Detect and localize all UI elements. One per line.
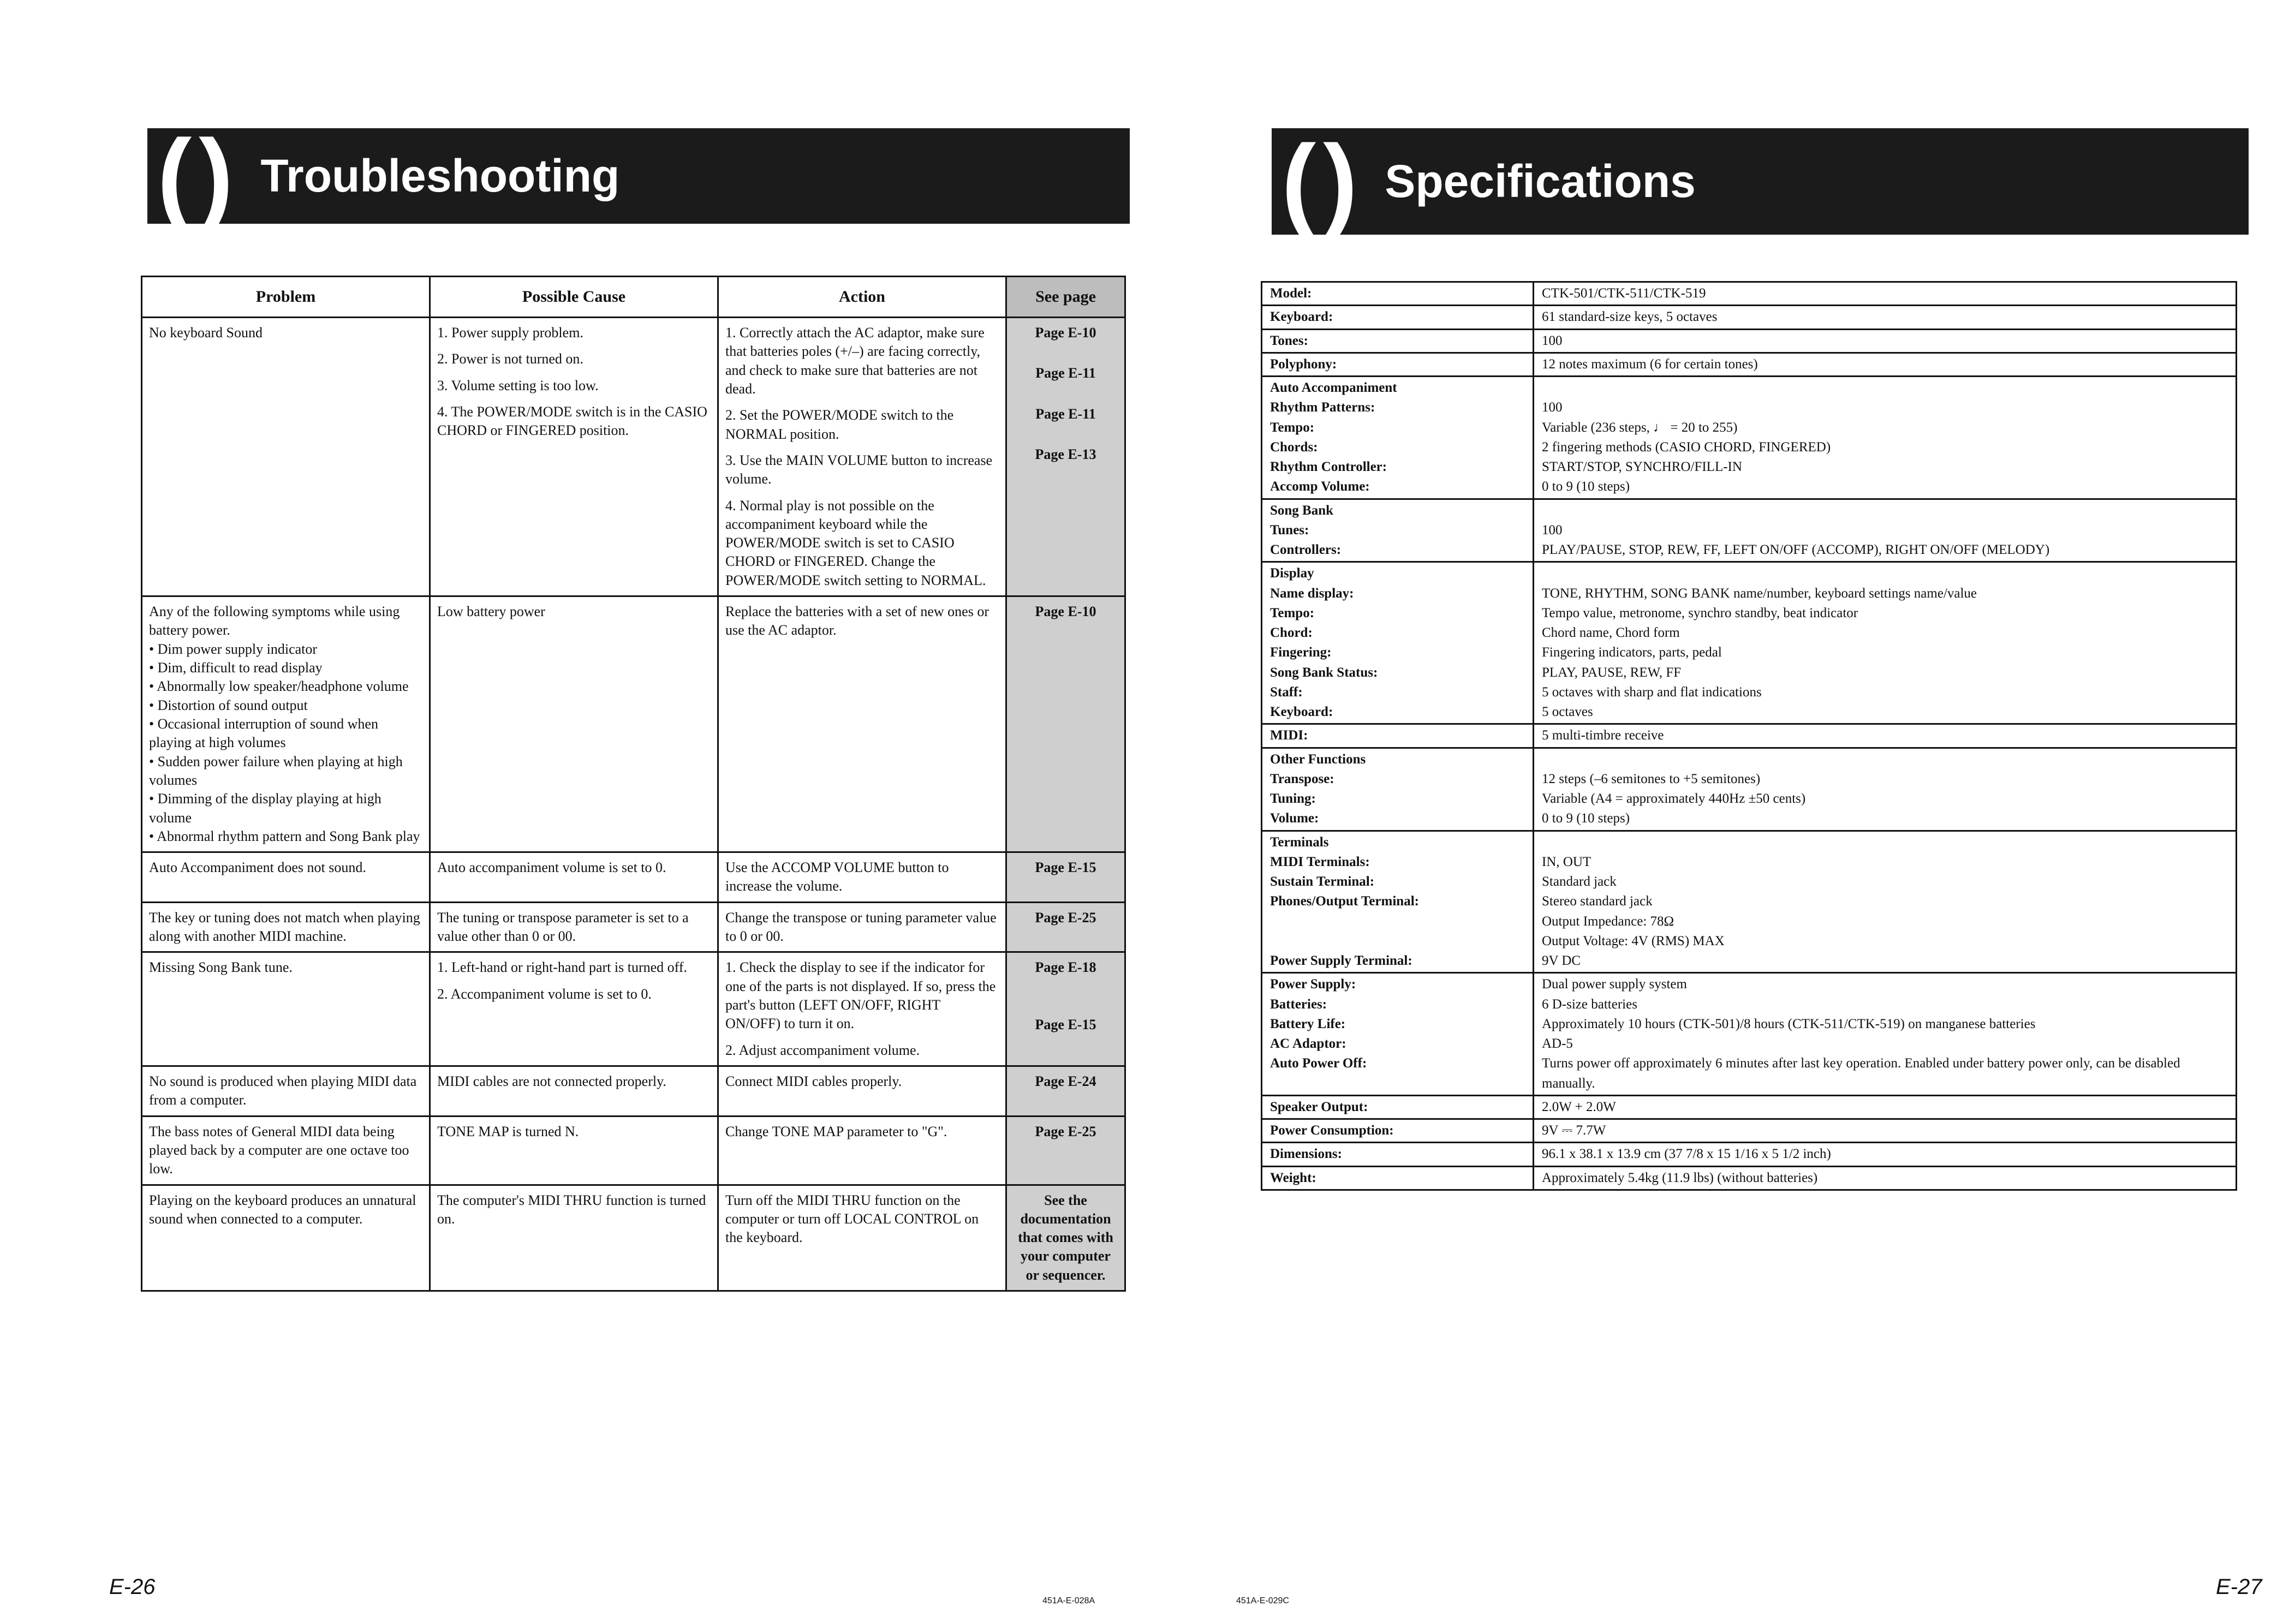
spec-value: 2.0W + 2.0W [1534,1095,2237,1119]
page-reference: Page E-10 [1035,604,1096,620]
table-row [142,1116,1125,1185]
cause-cell [430,1185,718,1291]
action-item: 3. Use the MAIN VOLUME button to increase volume. [725,452,993,487]
see-page-cell [1006,902,1125,952]
page-reference: Page E-24 [1035,1073,1096,1089]
problem-cell: The bass notes of General MIDI data being played back by a computer are one octave too low. [142,1116,430,1185]
cause-item: 1. Power supply problem. [437,325,583,341]
cause-cell [430,852,718,903]
troubleshooting-table [141,276,1126,1292]
see-page-cell [1006,1116,1125,1185]
spec-row [1262,1095,2237,1119]
cause-item: 2. Power is not turned on. [437,351,583,367]
page-reference: Page E-15 [1035,1016,1096,1032]
problem-cell: Auto Accompaniment does not sound. [142,852,430,903]
cause-cell [430,596,718,852]
spec-row [1262,562,2237,724]
spec-value: 61 standard-size keys, 5 octaves [1534,306,2237,329]
cause-item: 1. Left-hand or right-hand part is turned off. [437,959,687,976]
see-page-cell [1006,852,1125,903]
action-item: Connect MIDI cables properly. [725,1073,902,1089]
spec-value: 5 multi-timbre receive [1534,724,2237,748]
action-cell [718,596,1006,852]
spec-label: MIDI: [1262,724,1534,748]
column-header: Action [718,277,1006,318]
table-row [142,1066,1125,1116]
specifications-banner [1272,123,2249,240]
spec-value: 96.1 x 38.1 x 13.9 cm (37 7/8 x 15 1/16 x 5 1/2 inch) [1534,1143,2237,1166]
table-row [142,1185,1125,1291]
spec-label: Tones: [1262,329,1534,353]
problem-cell: The key or tuning does not match when playing along with another MIDI machine. [142,902,430,952]
document-code: 451A-E-029C [1236,1596,1289,1605]
spec-value: TONE, RHYTHM, SONG BANK name/number, keyboard settings name/value Tempo value, metronome, synchro standby, beat indicator Chord name, Chord form Fingering indicators, parts, pedal PLAY, PAUSE, REW, FF 5 octaves with sharp and flat indications 5 octaves [1534,562,2237,724]
see-page-cell [1006,1185,1125,1291]
spec-label: Other Functions Transpose: Tuning: Volume: [1262,748,1534,831]
spec-value: 12 notes maximum (6 for certain tones) [1534,353,2237,376]
cause-cell [430,318,718,596]
spec-label: Model: [1262,282,1534,306]
spec-row [1262,1119,2237,1143]
action-cell [718,952,1006,1066]
table-row [142,902,1125,952]
problem-cell: Missing Song Bank tune. [142,952,430,1066]
action-cell [718,852,1006,903]
action-item: 1. Correctly attach the AC adaptor, make sure that batteries poles (+/–) are facing correctly, and check to make sure that batteries are not dead. [725,325,985,397]
troubleshooting-banner [147,118,1130,234]
spec-row [1262,1166,2237,1190]
problem-cell: No keyboard Sound [142,318,430,596]
page-number: E-27 [2216,1575,2262,1599]
spec-label: Keyboard: [1262,306,1534,329]
spec-label: Display Name display: Tempo: Chord: Fingering: Song Bank Status: Staff: Keyboard: [1262,562,1534,724]
cause-item: Low battery power [437,604,545,620]
page-reference: Page E-10 [1035,325,1096,341]
problem-cell: Any of the following symptoms while using battery power. • Dim power supply indicator • Dim, difficult to read display • Abnormally low speaker/headphone volume • Distortion of sound output • Occasional interruption of sound when playing at high volumes • Sudden power failure when playing at high volumes • Dimming of the display playing at high volume • Abnormal rhythm pattern and Song Bank play [142,596,430,852]
spec-value: 100 PLAY/PAUSE, STOP, REW, FF, LEFT ON/OFF (ACCOMP), RIGHT ON/OFF (MELODY) [1534,499,2237,562]
spec-row [1262,973,2237,1096]
cause-item: The tuning or transpose parameter is set to a value other than 0 or 00. [437,909,689,945]
spec-row [1262,831,2237,973]
spec-row [1262,329,2237,353]
spec-label: Weight: [1262,1166,1534,1190]
action-cell [718,1116,1006,1185]
cause-item: 2. Accompaniment volume is set to 0. [437,986,652,1002]
spec-row [1262,724,2237,748]
spec-value: 9V ⎓ 7.7W [1534,1119,2237,1143]
cause-cell [430,902,718,952]
spec-value: 100 [1534,329,2237,353]
spec-row [1262,306,2237,329]
table-row [142,596,1125,852]
action-cell [718,1185,1006,1291]
table-row [142,318,1125,596]
page-number: E-26 [109,1575,156,1599]
spec-label: Auto Accompaniment Rhythm Patterns: Tempo: Chords: Rhythm Controller: Accomp Volume: [1262,377,1534,499]
spec-label: Dimensions: [1262,1143,1534,1166]
page-reference: Page E-13 [1035,446,1096,462]
action-item: Change TONE MAP parameter to "G". [725,1123,947,1139]
problem-cell: No sound is produced when playing MIDI data from a computer. [142,1066,430,1116]
cause-item: MIDI cables are not connected properly. [437,1073,666,1089]
cause-item: Auto accompaniment volume is set to 0. [437,859,666,876]
specifications-table [1261,281,2237,1191]
action-item: Change the transpose or tuning parameter value to 0 or 00. [725,909,997,945]
spec-row [1262,499,2237,562]
table-header-row [142,277,1125,318]
cause-item: The computer's MIDI THRU function is turned on. [437,1192,706,1227]
spec-label: Speaker Output: [1262,1095,1534,1119]
page-title: Troubleshooting [260,150,620,201]
page-reference: Page E-25 [1035,909,1096,926]
column-header: Possible Cause [430,277,718,318]
page-reference: Page E-18 [1035,959,1096,976]
see-page-cell [1006,1066,1125,1116]
page-reference: Page E-11 [1035,365,1096,381]
action-cell [718,902,1006,952]
see-page-cell [1006,596,1125,852]
action-item: Replace the batteries with a set of new ones or use the AC adaptor. [725,604,989,638]
column-header: See page [1006,277,1125,318]
spec-value: 12 steps (–6 semitones to +5 semitones) Variable (A4 = approximately 440Hz ±50 cents) 0 to 9 (10 steps) [1534,748,2237,831]
spec-row [1262,377,2237,499]
spec-value: IN, OUT Standard jack Stereo standard jack Output Impedance: 78Ω Output Voltage: 4V (RMS) MAX 9V DC [1534,831,2237,973]
page-reference: See the documentation that comes with your computer or sequencer. [1018,1192,1113,1283]
bracket-icon: ( ) [1281,123,1347,240]
action-item: Turn off the MIDI THRU function on the computer or turn off LOCAL CONTROL on the keyboard. [725,1192,979,1246]
document-code: 451A-E-028A [1042,1596,1095,1605]
action-item: 2. Set the POWER/MODE switch to the NORMAL position. [725,407,954,442]
action-cell [718,1066,1006,1116]
spec-value: 100 Variable (236 steps, ♩ = 20 to 255) 2 fingering methods (CASIO CHORD, FINGERED) START/STOP, SYNCHRO/FILL-IN 0 to 9 (10 steps) [1534,377,2237,499]
spec-label: Power Consumption: [1262,1119,1534,1143]
spec-value: Approximately 5.4kg (11.9 lbs) (without batteries) [1534,1166,2237,1190]
cause-item: 3. Volume setting is too low. [437,377,599,393]
cause-cell [430,1066,718,1116]
spec-value: CTK-501/CTK-511/CTK-519 [1534,282,2237,306]
action-item: 2. Adjust accompaniment volume. [725,1042,920,1058]
cause-item: 4. The POWER/MODE switch is in the CASIO CHORD or FINGERED position. [437,403,707,439]
action-item: 1. Check the display to see if the indicator for one of the parts is not displayed. If so, press the part's button (LEFT ON/OFF, RIGHT ON/OFF) to turn it on. [725,959,996,1032]
page-title: Specifications [1385,156,1696,207]
table-row [142,852,1125,903]
column-header: Problem [142,277,430,318]
spec-value: Dual power supply system 6 D-size batteries Approximately 10 hours (CTK-501)/8 hours (CTK-511/CTK-519) on manganese batteries AD-5 Turns power off approximately 6 minutes after last key operation. Enabled under battery power only, can be disabled manually. [1534,973,2237,1096]
problem-cell: Playing on the keyboard produces an unnatural sound when connected to a computer. [142,1185,430,1291]
see-page-cell [1006,952,1125,1066]
cause-cell [430,952,718,1066]
spec-row [1262,1143,2237,1166]
page-reference: Page E-11 [1035,405,1096,422]
page-reference: Page E-15 [1035,859,1096,876]
page-reference: Page E-25 [1035,1123,1096,1139]
spec-row [1262,282,2237,306]
spec-row [1262,353,2237,376]
spec-label: Terminals MIDI Terminals: Sustain Terminal: Phones/Output Terminal: Power Supply Terminal: [1262,831,1534,973]
spec-label: Song Bank Tunes: Controllers: [1262,499,1534,562]
spec-label: Polyphony: [1262,353,1534,376]
cause-item: TONE MAP is turned N. [437,1123,579,1139]
see-page-cell [1006,318,1125,596]
spec-row [1262,748,2237,831]
action-cell [718,318,1006,596]
table-row [142,952,1125,1066]
action-item: 4. Normal play is not possible on the accompaniment keyboard while the POWER/MODE switch is set to CASIO CHORD or FINGERED. Change the POWER/MODE switch setting to NORMAL. [725,497,986,588]
action-item: Use the ACCOMP VOLUME button to increase the volume. [725,859,949,894]
bracket-icon: ( ) [157,118,223,234]
spec-label: Power Supply: Batteries: Battery Life: AC Adaptor: Auto Power Off: [1262,973,1534,1096]
cause-cell [430,1116,718,1185]
